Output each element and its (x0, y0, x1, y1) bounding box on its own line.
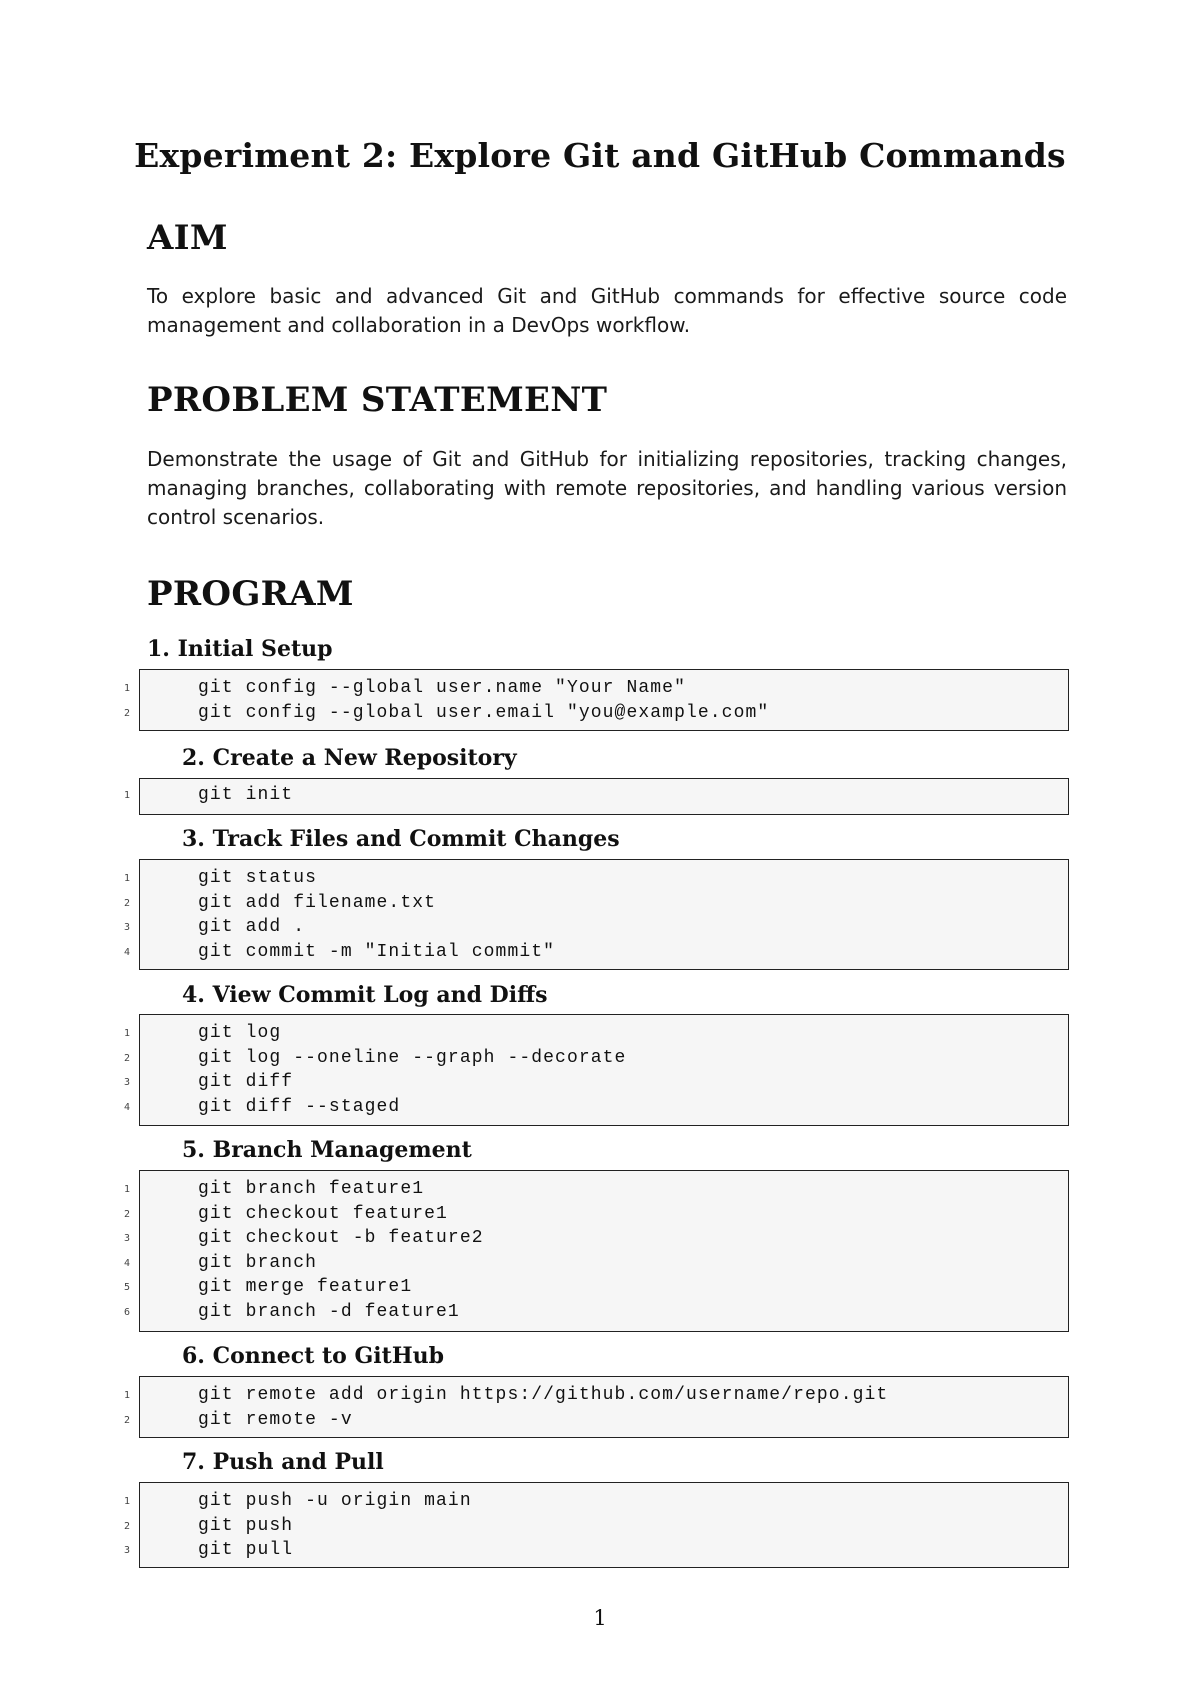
code-text: git status (198, 868, 318, 888)
code-line (123, 701, 1068, 726)
line-number: 2 (123, 1414, 130, 1426)
code-text: git init (198, 785, 294, 805)
line-number: 3 (123, 922, 130, 933)
code-text: git diff (198, 1072, 294, 1092)
section-title: 7. Push and Pull (182, 1449, 384, 1475)
code-block (123, 859, 1069, 970)
section-title: 3. Track Files and Commit Changes (182, 826, 620, 852)
code-text: git remote -v (198, 1409, 353, 1430)
code-text: git config --global user.name "Your Name" (198, 678, 686, 698)
code-line (123, 1251, 1068, 1276)
line-number: 3 (123, 1233, 130, 1244)
line-number: 1 (123, 1028, 130, 1039)
code-text: git checkout feature1 (198, 1203, 448, 1224)
code-line (123, 1070, 1068, 1095)
line-number: 1 (123, 873, 130, 884)
code-text: git remote add origin https://github.com/username/repo.git (198, 1385, 889, 1405)
code-line (123, 1046, 1068, 1071)
code-text: git commit -m "Initial commit" (198, 941, 556, 962)
line-number: 4 (123, 946, 130, 958)
code-block (123, 1376, 1069, 1438)
line-number: 3 (123, 1077, 130, 1088)
code-text: git branch feature1 (198, 1179, 425, 1199)
code-text: git push -u origin main (198, 1491, 472, 1511)
section-title: 1. Initial Setup (147, 636, 333, 662)
line-number: 1 (123, 683, 130, 694)
line-number: 2 (123, 897, 130, 909)
line-number: 1 (123, 1184, 130, 1195)
code-line (123, 1514, 1068, 1539)
code-line (123, 783, 1068, 808)
section-title: 6. Connect to GitHub (182, 1343, 444, 1369)
line-number: 1 (123, 790, 130, 801)
aim-text: To explore basic and advanced Git and GitHub commands for effective source code management and collaboration in a DevOps workflow. (147, 284, 1067, 337)
problem-text: Demonstrate the usage of Git and GitHub for initializing repositories, tracking changes, managing branches, collaborating with remote repositories, and handling various version control scenarios. (147, 447, 1067, 529)
code-line (123, 891, 1068, 916)
line-number: 1 (123, 1496, 130, 1507)
page-number: 1 (593, 1606, 607, 1630)
aim-heading: AIM (147, 218, 228, 258)
line-number: 2 (123, 1052, 130, 1064)
line-number: 4 (123, 1257, 130, 1269)
document-title: Experiment 2: Explore Git and GitHub Commands (134, 136, 1066, 175)
code-line (123, 915, 1068, 940)
line-number: 4 (123, 1101, 130, 1113)
code-block (123, 669, 1069, 731)
program-heading: PROGRAM (147, 574, 354, 614)
code-line (123, 1202, 1068, 1227)
code-text: git add . (198, 917, 306, 937)
code-line (123, 1021, 1068, 1046)
code-text: git pull (198, 1540, 294, 1560)
code-line (123, 1226, 1068, 1251)
code-text: git merge feature1 (198, 1277, 413, 1297)
code-text: git diff --staged (198, 1096, 401, 1117)
code-line (123, 1275, 1068, 1300)
code-line (123, 1095, 1068, 1120)
code-block (123, 1482, 1069, 1568)
code-block (123, 1014, 1069, 1126)
code-text: git checkout -b feature2 (198, 1228, 484, 1248)
code-line (123, 1408, 1068, 1433)
code-text: git add filename.txt (198, 892, 437, 913)
line-number: 2 (123, 1520, 130, 1532)
line-number: 3 (123, 1545, 130, 1556)
section-title: 5. Branch Management (182, 1137, 472, 1163)
section-title: 4. View Commit Log and Diffs (182, 982, 548, 1008)
section-title: 2. Create a New Repository (182, 745, 517, 771)
code-text: git branch -d feature1 (198, 1301, 460, 1322)
code-line (123, 1177, 1068, 1202)
code-block (123, 1170, 1069, 1332)
code-line (123, 1300, 1068, 1325)
line-number: 6 (123, 1306, 130, 1318)
code-text: git branch (198, 1252, 318, 1273)
code-text: git log (198, 1023, 282, 1043)
line-number: 1 (123, 1390, 130, 1401)
code-line (123, 1538, 1068, 1563)
problem-heading: PROBLEM STATEMENT (147, 380, 608, 420)
code-line (123, 1383, 1068, 1408)
code-text: git log --oneline --graph --decorate (198, 1047, 627, 1068)
line-number: 2 (123, 707, 130, 719)
code-text: git push (198, 1515, 294, 1536)
code-line (123, 940, 1068, 965)
code-block (123, 778, 1069, 815)
code-line (123, 866, 1068, 891)
line-number: 2 (123, 1208, 130, 1220)
code-line (123, 676, 1068, 701)
code-line (123, 1489, 1068, 1514)
code-text: git config --global user.email "you@example.com" (198, 702, 770, 723)
line-number: 5 (123, 1282, 130, 1293)
